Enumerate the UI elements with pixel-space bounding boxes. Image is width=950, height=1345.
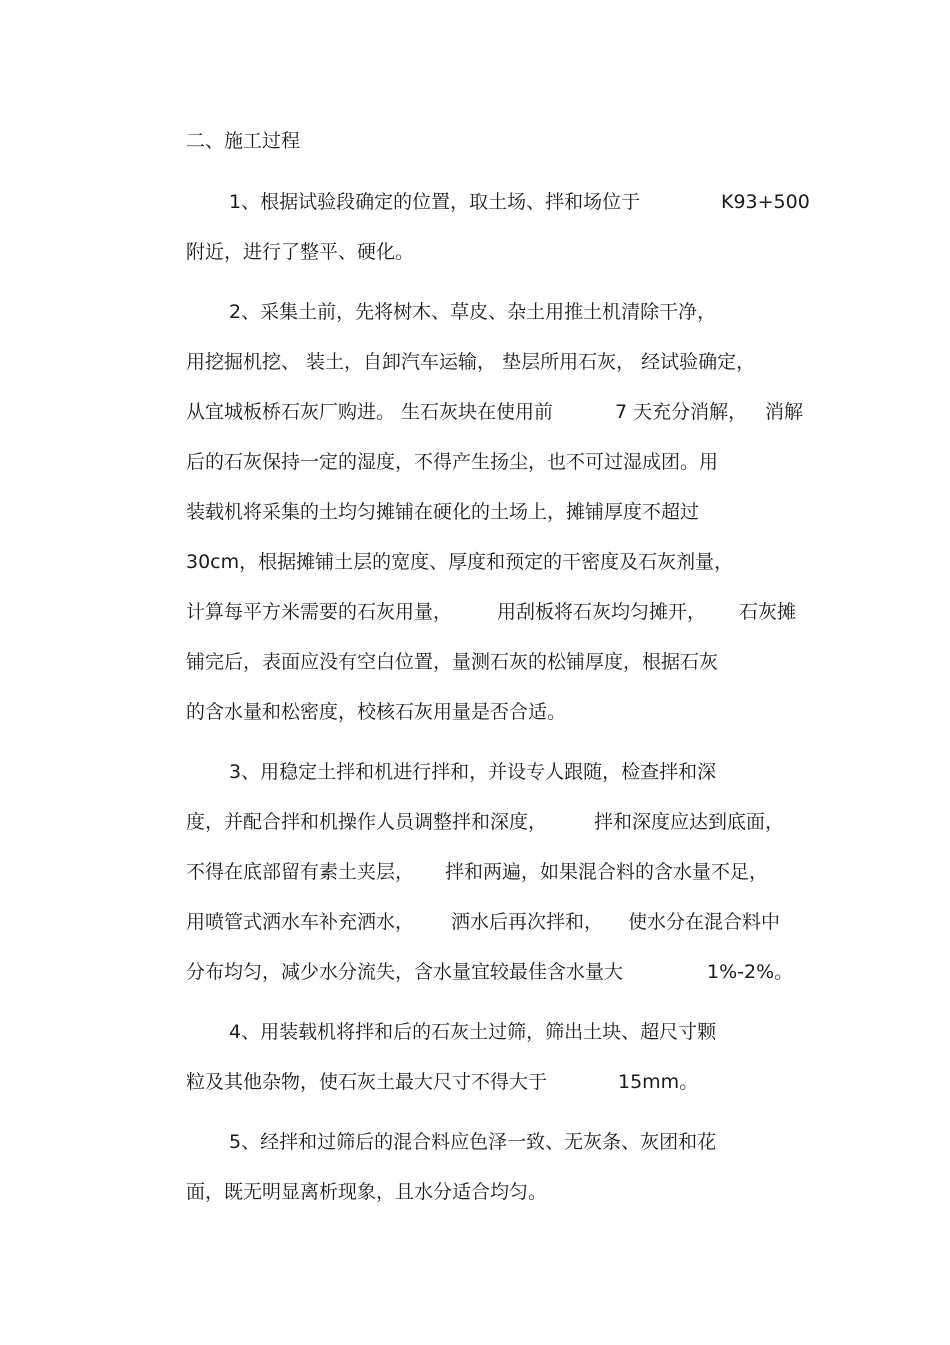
para2-line4: 后的石灰保持一定的湿度，不得产生扬尘，也不可过湿成团。用 <box>186 451 719 473</box>
para4-line2-a: 粒及其他杂物，使石灰土最大尺寸不得大于 <box>186 1071 548 1093</box>
para2-line7-c: 石灰摊 <box>739 601 797 623</box>
section-heading: 二、施工过程 <box>186 130 301 152</box>
para2-line3-b: 7 天充分消解， <box>615 401 748 423</box>
para3-line4-a: 用喷管式洒水车补充洒水， <box>186 911 415 933</box>
para1-line1-text: 1、根据试验段确定的位置，取土场、拌和场位于 <box>229 191 641 213</box>
para4-line2-b: 15mm。 <box>618 1071 699 1093</box>
para2-line7-a: 计算每平方米需要的石灰用量， <box>186 601 453 623</box>
para3-line3-b: 拌和两遍，如果混合料的含水量不足， <box>445 861 769 883</box>
para2-line5: 装载机将采集的土均匀摊铺在硬化的土场上，摊铺厚度不超过 <box>186 501 700 523</box>
para2-line9: 的含水量和松密度，校核石灰用量是否合适。 <box>186 701 567 723</box>
para2-line7-b: 用刮板将石灰均匀摊开， <box>497 601 707 623</box>
para1-line1-station: K93+500 <box>721 191 810 213</box>
para3-line1: 3、用稳定土拌和机进行拌和，并设专人跟随，检查拌和深 <box>229 761 717 783</box>
para2-line8: 铺完后，表面应没有空白位置，量测石灰的松铺厚度，根据石灰 <box>186 651 719 673</box>
para4-line1: 4、用装载机将拌和后的石灰土过筛，筛出土块、超尺寸颗 <box>229 1021 717 1043</box>
para3-line4-b: 洒水后再次拌和， <box>451 911 604 933</box>
para3-line5-a: 分布均匀，减少水分流失，含水量宜较最佳含水量大 <box>186 961 624 983</box>
para2-line3-a: 从宜城板桥石灰厂购进。 生石灰块在使用前 <box>186 401 554 423</box>
para2-line1: 2、采集土前，先将树木、草皮、杂土用推土机清除干净， <box>229 301 717 323</box>
para2-line6: 30cm，根据摊铺土层的宽度、厚度和预定的干密度及石灰剂量， <box>186 551 734 573</box>
para2-line3-c: 消解 <box>765 401 804 423</box>
para3-line3-a: 不得在底部留有素土夹层， <box>186 861 415 883</box>
para5-line2: 面，既无明显离析现象，且水分适合均匀。 <box>186 1181 548 1203</box>
para5-line1: 5、经拌和过筛后的混合料应色泽一致、无灰条、灰团和花 <box>229 1131 717 1153</box>
para3-line2-b: 拌和深度应达到底面， <box>594 811 785 833</box>
para3-line2-a: 度，并配合拌和机操作人员调整拌和深度， <box>186 811 548 833</box>
para3-line5-b: 1%-2%。 <box>707 961 794 983</box>
para1-line2: 附近，进行了整平、硬化。 <box>186 241 415 263</box>
para2-line2: 用挖掘机挖、 装土，自卸汽车运输， 垫层所用石灰， 经试验确定， <box>186 351 756 373</box>
para3-line4-c: 使水分在混合料中 <box>628 911 781 933</box>
